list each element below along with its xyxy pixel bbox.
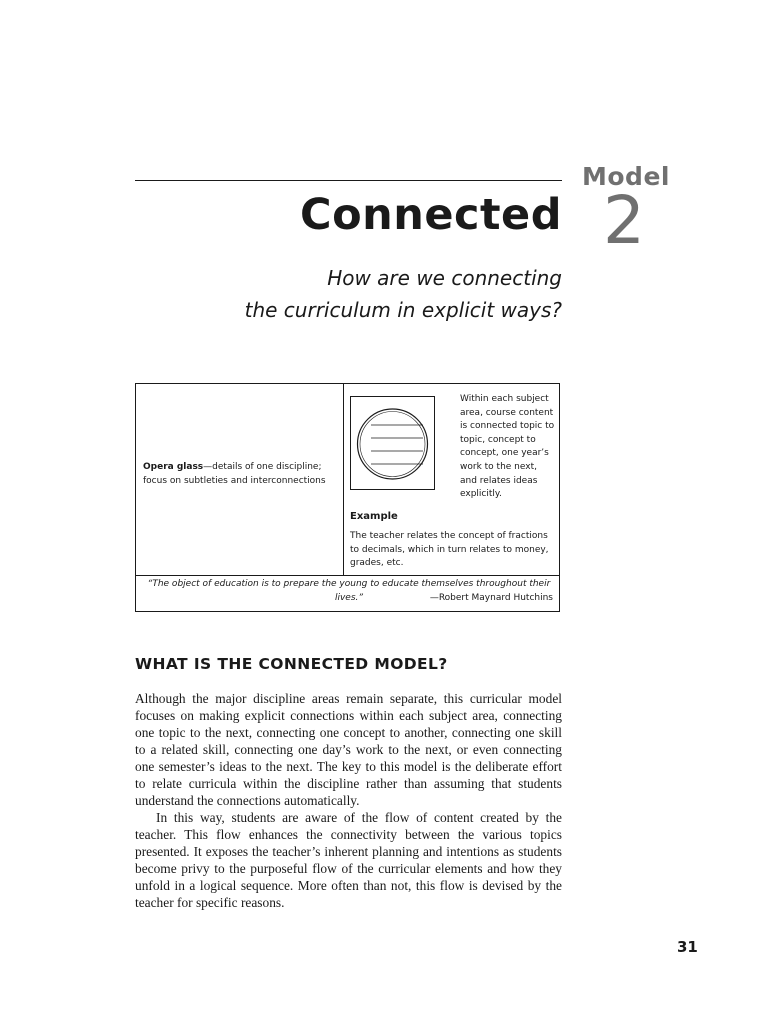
box-divider-vertical bbox=[343, 384, 344, 575]
body-paragraph-2: In this way, students are aware of the flow of content created by the teacher. This flow enhances the connectivity between the various topics presented. It exposes the teacher’s inherent planning and intentions as students become privy to the purposeful flow of the curricular elements and how they unfold in a logical sequence. More often than not, this flow is devised by the teacher for specific reasons. bbox=[135, 810, 562, 910]
metaphor-term: Opera glass bbox=[143, 462, 204, 472]
body-paragraph-1: Although the major discipline areas remain separate, this curricular model focuses on making explicit connections within each subject area, connecting one topic to the next, connecting one concept to another, connecting one skill to a related skill, connecting one day’s work to the next, or even connecting one semester’s ideas to the next. The key to this model is the deliberate effort to relate curricula within the discipline rather than assuming that students understand the connections automatically. bbox=[135, 691, 562, 808]
quote-text: “The object of education is to prepare the young to educate themselves throughout their lives.” bbox=[147, 579, 551, 603]
model-label: Model bbox=[582, 162, 670, 191]
box-divider-horizontal bbox=[136, 575, 559, 576]
page-number: 31 bbox=[677, 938, 698, 956]
model-summary-box bbox=[135, 383, 560, 612]
circle-lines-icon bbox=[351, 397, 434, 489]
body-text bbox=[135, 690, 562, 911]
model-description: Within each subject area, course content is connected topic to topic, concept to concept, one year’s work to the next, and relates ideas explicitly. bbox=[460, 394, 555, 500]
subtitle-line-2: the curriculum in explicit ways? bbox=[244, 298, 562, 322]
example-text: The teacher relates the concept of fractions to decimals, which in turn relates to money, grades, etc. bbox=[350, 531, 549, 569]
header-rule bbox=[135, 180, 562, 181]
chapter-title: Connected bbox=[300, 190, 562, 240]
metaphor-detail: —details of one discipline; focus on subtleties and interconnections bbox=[143, 462, 326, 486]
metaphor-text bbox=[143, 461, 335, 488]
model-number: 2 bbox=[603, 182, 645, 259]
quote-attribution: —Robert Maynard Hutchins bbox=[429, 593, 553, 603]
example-heading: Example bbox=[350, 511, 398, 522]
chapter-subtitle bbox=[142, 262, 562, 326]
connected-model-diagram bbox=[350, 396, 435, 490]
section-heading: WHAT IS THE CONNECTED MODEL? bbox=[135, 655, 448, 673]
subtitle-line-1: How are we connecting bbox=[327, 266, 562, 290]
